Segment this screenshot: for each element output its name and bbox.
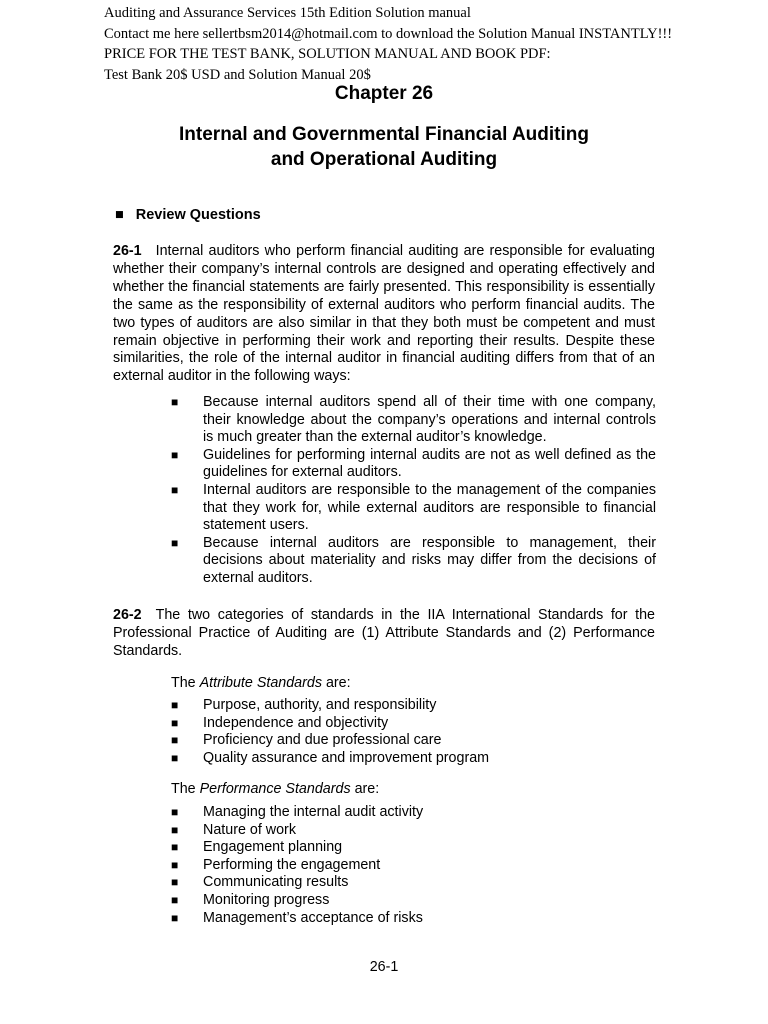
intro-emphasis: Attribute Standards (199, 675, 322, 691)
list-item-text: Management’s acceptance of risks (203, 909, 423, 926)
list-item-text: Purpose, authority, and responsibility (203, 697, 437, 713)
header-line-1: Auditing and Assurance Services 15th Edition Solution manual (104, 5, 471, 21)
section-heading (115, 205, 261, 225)
list-item (171, 822, 656, 840)
header-line-2: Contact me here sellertbsm2014@hotmail.com to download the Solution Manual INSTANTLY!!! (104, 25, 673, 42)
section-heading-label: Review Questions (135, 207, 261, 223)
list-item (171, 394, 656, 447)
bullet-icon: ■ (171, 395, 179, 409)
question-26-2 (113, 607, 655, 661)
performance-standards-list (171, 804, 656, 927)
bullet-icon: ■ (171, 822, 179, 837)
list-item (171, 447, 656, 482)
list-item (171, 482, 656, 535)
header-line-4: Test Bank 20$ USD and Solution Manual 20$ (104, 66, 371, 83)
bullet-icon: ■ (171, 447, 179, 462)
bullet-icon: ■ (171, 482, 179, 497)
question-text: The two categories of standards in the IIA International Standards for the Professional Practice of Auditing are (1) Attribute Standards and (2) Performance Standards. (113, 607, 655, 659)
list-item (171, 910, 656, 928)
list-item-text: Performing the engagement (203, 856, 381, 873)
list-item (171, 874, 656, 892)
chapter-title-line-2: and Operational Auditing (270, 148, 498, 170)
list-item (171, 750, 656, 768)
list-item (171, 804, 656, 822)
list-item (171, 535, 656, 588)
bullet-icon: ■ (171, 857, 179, 872)
list-item-text: Proficiency and due professional care (203, 732, 442, 749)
bullet-icon: ■ (171, 840, 179, 855)
question-26-1 (113, 243, 655, 386)
list-item-text: Independence and objectivity (203, 714, 389, 731)
question-number: 26-1 (113, 243, 142, 259)
question-number: 26-2 (113, 607, 142, 623)
page-number: 26-1 (369, 959, 399, 975)
list-item-text: Engagement planning (203, 839, 343, 856)
list-item (171, 715, 656, 733)
list-item (171, 892, 656, 910)
list-item-text: Quality assurance and improvement program (203, 749, 490, 766)
intro-text: The (171, 781, 200, 797)
bullet-icon: ■ (171, 892, 179, 907)
bullet-icon: ■ (115, 207, 124, 223)
list-item-text: Nature of work (203, 821, 296, 838)
list-item-text: Internal auditors are responsible to the management of the companies that they work for, while external auditors are responsible to financial statement users. (203, 481, 656, 534)
promo-header (104, 3, 672, 85)
bullet-icon: ■ (171, 805, 179, 819)
differences-list (171, 394, 656, 588)
list-item-text: Monitoring progress (203, 891, 330, 908)
bullet-icon: ■ (171, 715, 179, 730)
chapter-title (0, 123, 768, 172)
list-item (171, 697, 656, 715)
header-line-3: PRICE FOR THE TEST BANK, SOLUTION MANUAL AND BOOK PDF: (104, 46, 551, 62)
list-item-text: Managing the internal audit activity (203, 804, 424, 820)
list-item-text: Because internal auditors are responsible to management, their decisions about materiality and risks may differ from the decisions of external auditors. (203, 534, 656, 586)
intro-emphasis: Performance Standards (199, 781, 351, 797)
chapter-heading: Chapter 26 (334, 83, 434, 104)
intro-text: The (171, 675, 200, 691)
list-item-text: Because internal auditors spend all of their time with one company, their knowledge about the company’s operations and internal controls is much greater than the external auditor’s knowledge. (203, 394, 656, 446)
bullet-icon: ■ (171, 750, 179, 765)
intro-text: are: (350, 781, 380, 797)
bullet-icon: ■ (171, 875, 179, 890)
bullet-icon: ■ (171, 698, 179, 712)
attribute-standards-intro (171, 674, 351, 692)
list-item (171, 839, 656, 857)
list-item-text: Communicating results (203, 874, 349, 891)
list-item-text: Guidelines for performing internal audits are not as well defined as the guidelines for external auditors. (203, 446, 656, 481)
list-item (171, 732, 656, 750)
intro-text: are: (322, 675, 351, 691)
chapter-title-line-1: Internal and Governmental Financial Auditing (179, 124, 589, 145)
attribute-standards-list (171, 697, 656, 767)
performance-standards-intro (171, 780, 379, 798)
bullet-icon: ■ (171, 910, 179, 925)
bullet-icon: ■ (171, 733, 179, 748)
list-item (171, 857, 656, 875)
question-text: Internal auditors who perform financial auditing are responsible for evaluating whether their company’s internal controls are designed and operating effectively and whether the financial statements are fairly presented. This responsibility is essentially the same as the responsibility of external auditors who perform financial audits. The two types of auditors are also similar in that they both must be competent and must remain objective in performing their work and reporting their results. Despite these similarities, the role of the internal auditor in financial auditing differs from that of an external auditor in the following ways: (113, 243, 655, 385)
bullet-icon: ■ (171, 535, 179, 550)
